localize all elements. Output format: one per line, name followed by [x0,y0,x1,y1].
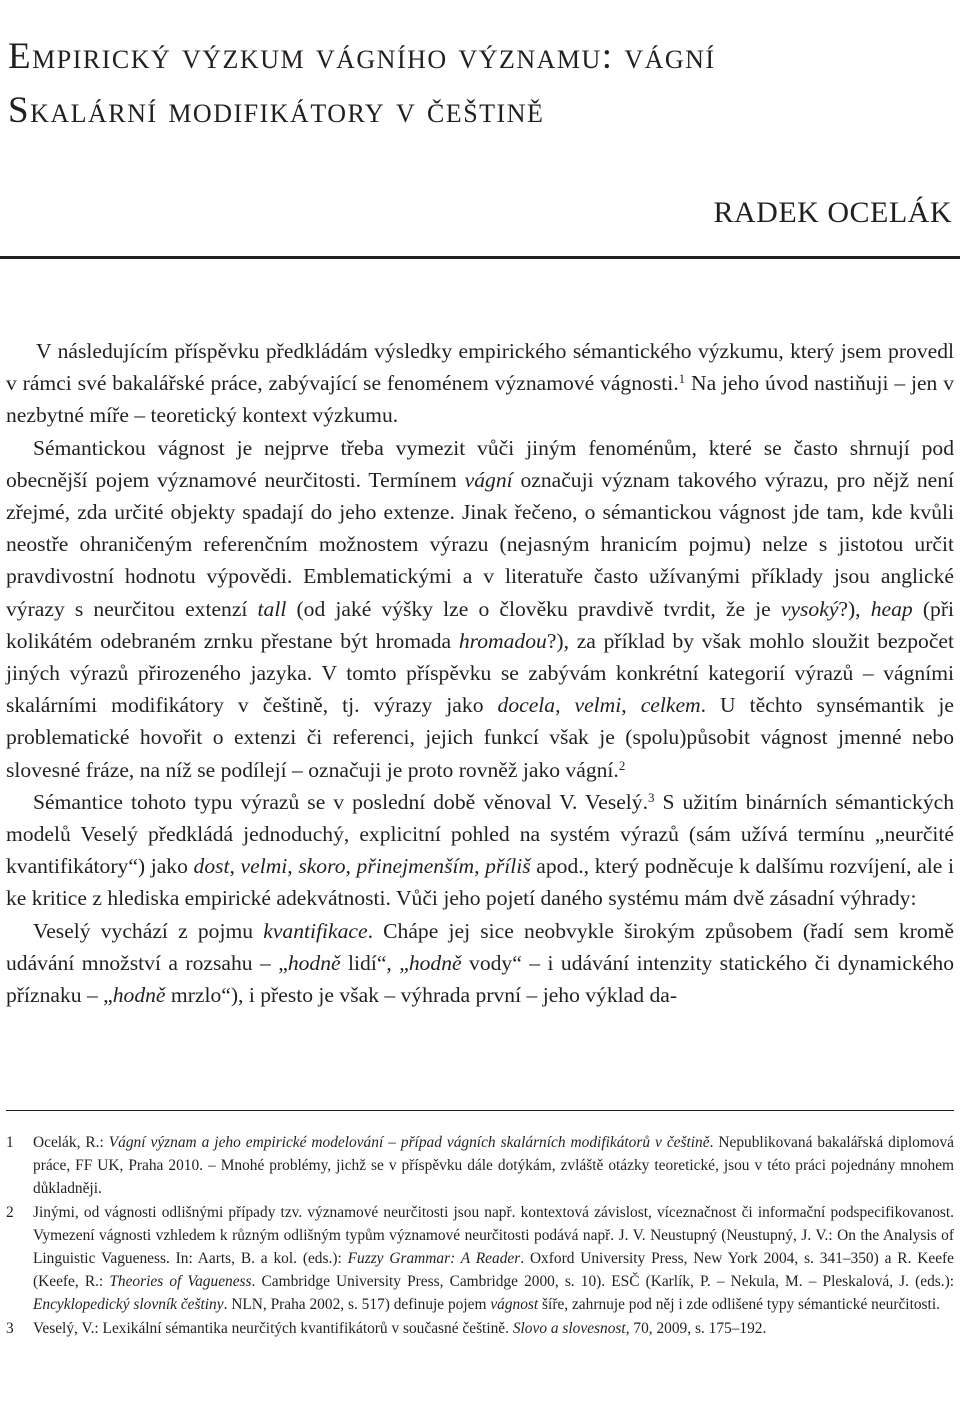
article-title [8,36,953,132]
footnote-number: 2 [6,1203,14,1221]
article-body [6,335,954,1011]
footnote-ref-2[interactable]: 2 [618,757,626,773]
paragraph-1: V následujícím příspěvku předkládám výsledky empirického sémantického výzkumu, který jsem provedl v rámci své bakalářské práce, zabývající se fenoménem významové vágnosti.$^1$ Na jeho úvod nastiňuji – jen v nezbytné míře – teoretický kontext výzkumu. [6,339,955,428]
footnote-2: 2 Jinými, od vágnosti odlišnými případy tzv. významové neurčitosti jsou např. kontextová závislost, víceznačnost či informační podspecifikovanost. Vymezení vágnosti vzhledem k různým odlišným typům významové neurčitosti podává např. J. V. Neustupný (Neustupný, J. V.: On the Analysis of Linguistic Vagueness. In: Aarts, B. a kol. (eds.): Fuzzy Grammar: A Reader. Oxford University Press, New York 2004, s. 341–350) a R. Keefe (Keefe, R.: Theories of Vagueness. Cambridge University Press, Cambridge 2000, s. 10). ESČ (Karlík, P. – Nekula, M. – Pleskalová, J. (eds.): Encyklopedický slovník češtiny. NLN, Praha 2002, s. 517) definuje pojem vágnost šíře, zahrnuje pod něj i zde odlišené typy sémantické neurčitosti. [6,1201,954,1317]
title-line-1: Empirický výzkum vágního významu: vágní [8,36,716,77]
paragraph-4: Veselý vychází z pojmu kvantifikace. Chápe jej sice neobvykle širokým způsobem (řadí sem kromě udávání množství a rozsahu – „hodně lidí“, „hodně vody“ – i udávání intenzity statického či dynamického příznaku – „hodně mrzlo“), i přesto je však – výhrada první – jeho výklad da- [6,918,954,1008]
footnote-ref-3[interactable]: 3 [648,789,655,805]
paragraph-3: Sémantice tohoto typu výrazů se v poslední době věnoval V. Veselý.$^3$ S užitím binárních sémantických modelů Veselý předkládá jednoduchý, explicitní pohled na systém výrazů (sám užívá termínu „neurčité kvantifikátory“) jako dost, velmi, skoro, přinejmenším, příliš apod., který podněcuje k dalšímu rozvíjení, ale i ke kritice z hlediska empirické adekvátnosti. Vůči jeho pojetí daného systému mám dvě zásadní výhrady: [6,789,954,911]
footnote-number: 1 [6,1134,14,1151]
footnote-ref-1[interactable]: 1 [678,371,686,387]
title-rule [0,256,960,259]
author-name: RADEK OCELÁK [713,196,952,229]
paragraph-2: Sémantickou vágnost je nejprve třeba vymezit vůči jiným fenoménům, které se často shrnují pod obecnější pojem významové neurčitosti. Termínem vágní označuji význam takového výrazu, pro nějž není zřejmé, zda určité objekty spadají do jeho extenze. Jinak řečeno, o sémantickou vágnost jde tam, kde kvůli neostře ohraničeným referenčním možnostem výrazu (nejasným hranicím pojmu) nelze s jistotou určit pravdivostní hodnotu výpovědi. Emblematickými a v literatuře často užívanými příklady jsou anglické výrazy s neurčitou extenzí tall (od jaké výšky lze o člověku pravdivě tvrdit, že je vysoký?), heap (při kolikátém odebraném zrnku přestane být hromada hromadou?), za příklad by však mohlo sloužit bezpočet jiných výrazů přirozeného jazyka. V tomto příspěvku se zabývám konkrétní kategorií výrazů – vágními skalárními modifikátory v češtině, tj. výrazy jako docela, velmi, celkem. U těchto synsémantik je problematické hovořit o extenzi či referenci, jejich funkcí však je (spolu)působit vágnost jmenné nebo slovesné fráze, na níž se podílejí – označuji je proto rovněž jako vágní.$^2$ [6,435,955,782]
footnotes [6,1110,954,1340]
footnote-rule [6,1110,954,1111]
footnote-3: 3 Veselý, V.: Lexikální sémantika neurčitých kvantifikátorů v současné češtině. Slovo a slovesnost, 70, 2009, s. 175–192. [6,1317,954,1340]
footnote-number: 3 [6,1319,14,1337]
title-line-2: Skalární modifikátory v češtině [8,90,545,131]
footnote-1: 1 Ocelák, R.: Vágní význam a jeho empirické modelování – případ vágních skalárních modifikátorů v češtině. Nepublikovaná bakalářská diplomová práce, FF UK, Praha 2010. – Mnohé problémy, jichž se v příspěvku dále dotýkám, zvláště otázky teoretické, jsou v této práci pojednány mnohem důkladněji. [6,1131,954,1201]
